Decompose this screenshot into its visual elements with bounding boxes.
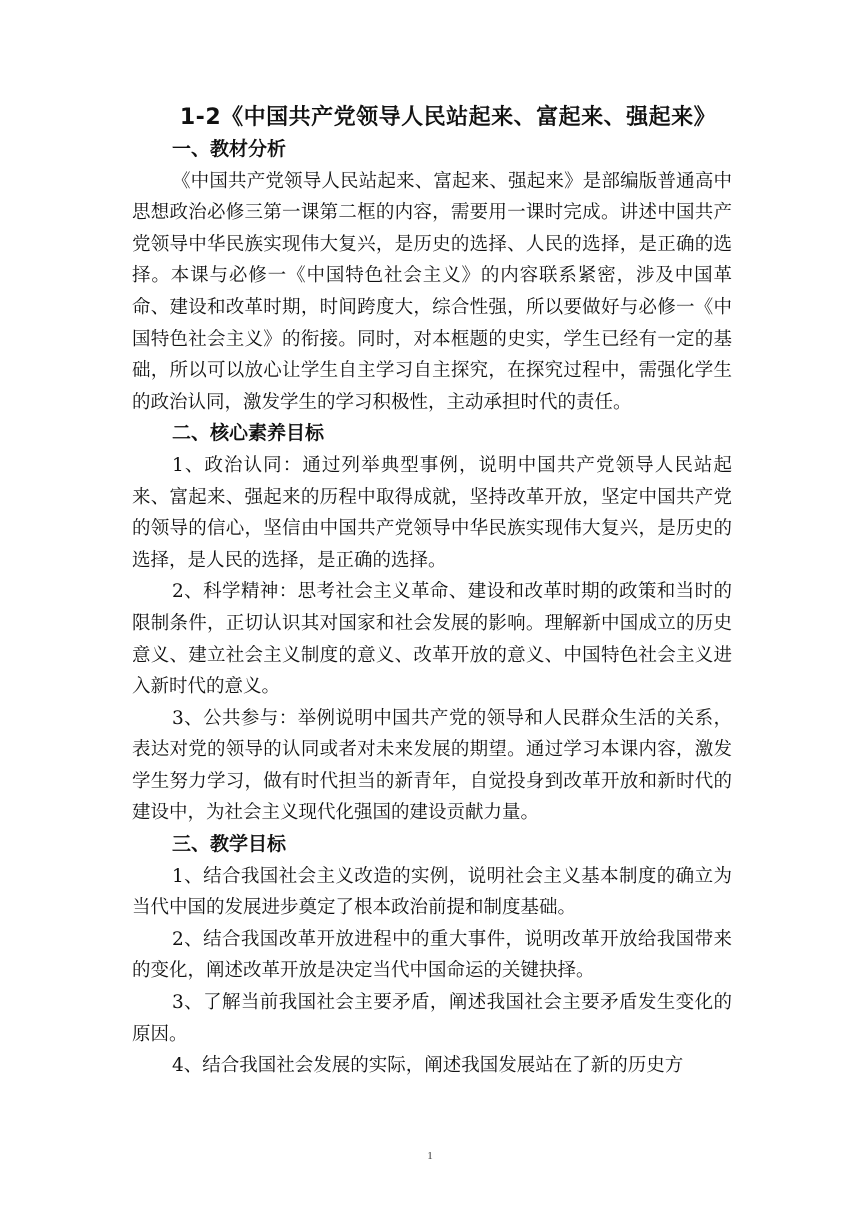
paragraph: 1、结合我国社会主义改造的实例，说明社会主义基本制度的确立为当代中国的发展进步奠定了根本政治前提和制度基础。	[132, 865, 732, 919]
document-body	[132, 134, 732, 1082]
paragraph: 4、结合我国社会发展的实际，阐述我国发展站在了新的历史方	[172, 1055, 684, 1077]
section-heading-2: 二、核心素养目标	[172, 422, 325, 445]
paragraph: 3、了解当前我国社会主要矛盾，阐述我国社会主要矛盾发生变化的原因。	[132, 992, 732, 1045]
paragraph: 3、公共参与：举例说明中国共产党的领导和人民群众生活的关系，表达对党的领导的认同或者对未来发展的期望。通过学习本课内容，激发学生努力学习，做有时代担当的新青年，自觉投身到改革开放和新时代的建设中，为社会主义现代化强国的建设贡献力量。	[132, 707, 732, 824]
paragraph: 2、科学精神：思考社会主义革命、建设和改革时期的政策和当时的限制条件，正切认识其对国家和社会发展的影响。理解新中国成立的历史意义、建立社会主义制度的意义、改革开放的意义、中国特色社会主义进入新时代的意义。	[132, 581, 732, 698]
document-title: 1-2《中国共产党领导人民站起来、富起来、强起来》	[179, 105, 717, 130]
paragraph: 1、政治认同：通过列举典型事例，说明中国共产党领导人民站起来、富起来、强起来的历程中取得成就，坚持改革开放，坚定中国共产党的领导的信心，坚信由中国共产党领导中华民族实现伟大复兴，是历史的选择，是人民的选择，是正确的选择。	[132, 454, 732, 571]
section-heading-3: 三、教学目标	[172, 833, 287, 856]
page-number: 1	[427, 1150, 433, 1162]
section-heading-1: 一、教材分析	[172, 138, 287, 160]
paragraph: 《中国共产党领导人民站起来、富起来、强起来》是部编版普通高中思想政治必修三第一课第二框的内容，需要用一课时完成。讲述中国共产党领导中华民族实现伟大复兴，是历史的选择、人民的选择，是正确的选择。本课与必修一《中国特色社会主义》的内容联系紧密，涉及中国革命、建设和改革时期，时间跨度大，综合性强，所以要做好与必修一《中国特色社会主义》的衔接。同时，对本框题的史实，学生已经有一定的基础，所以可以放心让学生自主学习自主探究，在探究过程中，需强化学生的政治认同，激发学生的学习积极性，主动承担时代的责任。	[132, 170, 732, 413]
paragraph: 2、结合我国改革开放进程中的重大事件，说明改革开放给我国带来的变化，阐述改革开放是决定当代中国命运的关键抉择。	[132, 928, 732, 982]
